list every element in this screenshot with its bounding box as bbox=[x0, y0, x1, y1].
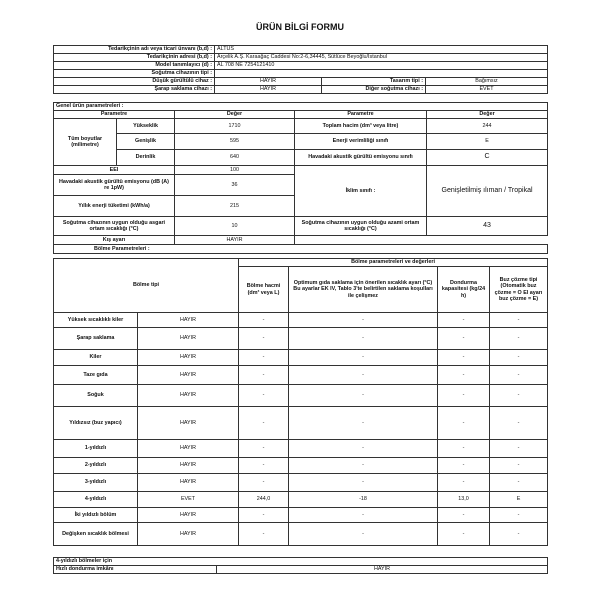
compartment-present: HAYIR bbox=[138, 458, 239, 474]
compartment-name: 1-yıldızlı bbox=[54, 440, 138, 458]
general-params-table bbox=[53, 102, 548, 254]
max-temp-value: 43 bbox=[427, 217, 548, 236]
compartment-present: HAYIR bbox=[138, 385, 239, 407]
compartment-row bbox=[54, 366, 548, 385]
compartment-freeze: - bbox=[438, 328, 490, 350]
compartment-volume: - bbox=[239, 350, 289, 366]
value-header-left: Değer bbox=[175, 111, 295, 119]
depth-label: Derinlik bbox=[117, 150, 175, 166]
compartment-volume: - bbox=[239, 407, 289, 440]
width-value: 595 bbox=[175, 134, 295, 150]
compartment-temp: - bbox=[289, 440, 438, 458]
address-label: Tedarikçinin adresi (b,d) : bbox=[54, 54, 215, 62]
design-type-label: Tasarım tipi : bbox=[322, 78, 426, 86]
compartment-freeze: - bbox=[438, 313, 490, 328]
compartment-defrost: - bbox=[490, 474, 548, 492]
dimensions-label: Tüm boyutlar (milimetre) bbox=[54, 119, 117, 166]
compartment-volume: - bbox=[239, 313, 289, 328]
compartment-defrost: - bbox=[490, 508, 548, 523]
low-noise-value: HAYIR bbox=[215, 78, 322, 86]
compartment-volume: - bbox=[239, 523, 289, 546]
compartment-defrost: - bbox=[490, 366, 548, 385]
general-params-heading: Genel ürün parametreleri : bbox=[54, 103, 548, 111]
wine-value: HAYIR bbox=[215, 86, 322, 94]
compartment-row bbox=[54, 407, 548, 440]
compartment-temp: - bbox=[289, 407, 438, 440]
compartment-temp: - bbox=[289, 313, 438, 328]
compartment-volume: 244,0 bbox=[239, 492, 289, 508]
noise-class-label: Havadaki akustik gürültü emisyonu sınıfı bbox=[295, 150, 427, 166]
compartment-freeze: - bbox=[438, 440, 490, 458]
compartment-freeze: - bbox=[438, 350, 490, 366]
compartment-name: İki yıldızlı bölüm bbox=[54, 508, 138, 523]
compartment-defrost: - bbox=[490, 313, 548, 328]
compartment-present: HAYIR bbox=[138, 474, 239, 492]
compartment-defrost: E bbox=[490, 492, 548, 508]
compartment-present: HAYIR bbox=[138, 313, 239, 328]
wine-label: Şarap saklama cihazı : bbox=[54, 86, 215, 94]
param-header-left: Parametre bbox=[54, 111, 175, 119]
compartment-rows bbox=[54, 313, 548, 546]
compartment-freeze: - bbox=[438, 508, 490, 523]
compartment-temp: - bbox=[289, 385, 438, 407]
fast-freeze-label: Hızlı dondurma imkânı bbox=[54, 566, 217, 574]
compartment-defrost: - bbox=[490, 385, 548, 407]
depth-value: 640 bbox=[175, 150, 295, 166]
compartment-freeze: - bbox=[438, 523, 490, 546]
winter-label: Kış ayarı bbox=[54, 236, 175, 245]
supplier-label: Tedarikçinin adı veya ticari ünvanı (b,d) : bbox=[54, 46, 215, 54]
compartment-name: Yüksek sıcaklıklı kiler bbox=[54, 313, 138, 328]
compartment-name: 4-yıldızlı bbox=[54, 492, 138, 508]
compartment-temp: - bbox=[289, 458, 438, 474]
compartment-row bbox=[54, 350, 548, 366]
compartment-type-header: Bölme tipi bbox=[54, 259, 239, 313]
compartment-present: EVET bbox=[138, 492, 239, 508]
compartment-present: HAYIR bbox=[138, 440, 239, 458]
model-value: AL 708 NE 7254121410 bbox=[215, 62, 548, 70]
compartment-volume: - bbox=[239, 366, 289, 385]
compartment-present: HAYIR bbox=[138, 407, 239, 440]
address-value: Arçelik A.Ş. Karaağaç Caddesi No:2-6,34445, Sütlüce Beyoğlu/İstanbul bbox=[215, 54, 548, 62]
compartment-volume: - bbox=[239, 474, 289, 492]
compartment-temp: -18 bbox=[289, 492, 438, 508]
max-temp-label: Soğutma cihazının uygun olduğu azami ortam sıcaklığı (°C) bbox=[295, 217, 427, 236]
compartment-row bbox=[54, 385, 548, 407]
compartment-temp: - bbox=[289, 523, 438, 546]
compartment-volume: - bbox=[239, 440, 289, 458]
compartment-freeze: - bbox=[438, 385, 490, 407]
compartment-defrost: - bbox=[490, 328, 548, 350]
value-header-right: Değer bbox=[427, 111, 548, 119]
compartment-defrost: - bbox=[490, 440, 548, 458]
compartment-temp: - bbox=[289, 474, 438, 492]
noise-db-label: Havadaki akustik gürültü emisyonu (dB (A) re 1pW) bbox=[54, 175, 175, 196]
compartment-defrost: - bbox=[490, 458, 548, 474]
compartment-freeze: - bbox=[438, 366, 490, 385]
compartment-defrost: - bbox=[490, 350, 548, 366]
compartment-present: HAYIR bbox=[138, 328, 239, 350]
min-temp-label: Soğutma cihazının uygun olduğu asgari ortam sıcaklığı (°C) bbox=[54, 217, 175, 236]
eei-label: EEI bbox=[54, 166, 175, 175]
other-cooling-value: EVET bbox=[426, 86, 548, 94]
model-label: Model tanımlayıcı (d) : bbox=[54, 62, 215, 70]
compartment-name: Şarap saklama bbox=[54, 328, 138, 350]
energy-class-label: Enerji verimliliği sınıfı bbox=[295, 134, 427, 150]
design-type-value: Bağımsız bbox=[426, 78, 548, 86]
compartment-present: HAYIR bbox=[138, 508, 239, 523]
height-label: Yükseklik bbox=[117, 119, 175, 134]
compartment-temp: - bbox=[289, 366, 438, 385]
compartment-volume: - bbox=[239, 508, 289, 523]
compartment-name: Kiler bbox=[54, 350, 138, 366]
compartments-table bbox=[53, 258, 548, 546]
temp-setting-header: Optimum gıda saklama için önerilen sıcaklık ayarı (°C) Bu ayarlar EK IV, Tablo 3'te belirtilen saklama koşulları ile çelişmez bbox=[289, 267, 438, 313]
compartment-defrost: - bbox=[490, 523, 548, 546]
height-value: 1710 bbox=[175, 119, 295, 134]
supplier-value: ALTUS bbox=[215, 46, 548, 54]
four-star-label: 4-yıldızlı bölmeler için bbox=[54, 558, 548, 566]
freeze-capacity-header: Dondurma kapasitesi (kg/24 h) bbox=[438, 267, 490, 313]
annual-energy-value: 215 bbox=[175, 196, 295, 217]
climate-label: İklim sınıfı : bbox=[295, 166, 427, 217]
min-temp-value: 10 bbox=[175, 217, 295, 236]
climate-value: Genişletilmiş ılıman / Tropikal bbox=[427, 166, 548, 217]
compartment-row bbox=[54, 458, 548, 474]
form-title: ÜRÜN BİLGİ FORMU bbox=[256, 22, 344, 32]
total-volume-label: Toplam hacim (dm³ veya litre) bbox=[295, 119, 427, 134]
cooling-type-value bbox=[215, 70, 548, 78]
compartment-volume: - bbox=[239, 385, 289, 407]
volume-header: Bölme hacmi (dm³ veya L) bbox=[239, 267, 289, 313]
compartment-defrost: - bbox=[490, 407, 548, 440]
compartment-group-header: Bölme parametreleri ve değerleri bbox=[239, 259, 548, 267]
compartment-row bbox=[54, 492, 548, 508]
compartment-row bbox=[54, 474, 548, 492]
param-header-right: Parametre bbox=[295, 111, 427, 119]
compartment-name: Yıldızsız (buz yapıcı) bbox=[54, 407, 138, 440]
compartment-name: 3-yıldızlı bbox=[54, 474, 138, 492]
compartment-volume: - bbox=[239, 328, 289, 350]
annual-energy-label: Yıllık enerji tüketimi (kWh/a) bbox=[54, 196, 175, 217]
noise-class-value: C bbox=[427, 150, 548, 166]
footer-table bbox=[53, 557, 548, 574]
compartment-params-heading: Bölme Parametreleri : bbox=[54, 245, 548, 254]
supplier-info-table bbox=[53, 45, 548, 94]
compartment-freeze: 13,0 bbox=[438, 492, 490, 508]
fast-freeze-value: HAYIR bbox=[217, 566, 548, 574]
compartment-freeze: - bbox=[438, 407, 490, 440]
compartment-present: HAYIR bbox=[138, 523, 239, 546]
compartment-row bbox=[54, 523, 548, 546]
compartment-freeze: - bbox=[438, 474, 490, 492]
compartment-row bbox=[54, 440, 548, 458]
compartment-temp: - bbox=[289, 328, 438, 350]
compartment-name: 2-yıldızlı bbox=[54, 458, 138, 474]
winter-value: HAYIR bbox=[175, 236, 295, 245]
compartment-temp: - bbox=[289, 350, 438, 366]
energy-class-value: E bbox=[427, 134, 548, 150]
eei-value: 100 bbox=[175, 166, 295, 175]
total-volume-value: 244 bbox=[427, 119, 548, 134]
compartment-name: Soğuk bbox=[54, 385, 138, 407]
compartment-name: Değişken sıcaklık bölmesi bbox=[54, 523, 138, 546]
compartment-row bbox=[54, 508, 548, 523]
compartment-volume: - bbox=[239, 458, 289, 474]
width-label: Genişlik bbox=[117, 134, 175, 150]
compartment-present: HAYIR bbox=[138, 366, 239, 385]
cooling-type-label: Soğutma cihazının tipi : bbox=[54, 70, 215, 78]
defrost-type-header: Buz çözme tipi (Otomatik buz çözme = O El ayarı buz çözme = E) bbox=[490, 267, 548, 313]
noise-db-value: 36 bbox=[175, 175, 295, 196]
compartment-row bbox=[54, 313, 548, 328]
compartment-freeze: - bbox=[438, 458, 490, 474]
other-cooling-label: Diğer soğutma cihazı : bbox=[322, 86, 426, 94]
compartment-row bbox=[54, 328, 548, 350]
low-noise-label: Düşük gürültülü cihaz : bbox=[54, 78, 215, 86]
compartment-temp: - bbox=[289, 508, 438, 523]
compartment-name: Taze gıda bbox=[54, 366, 138, 385]
compartment-present: HAYIR bbox=[138, 350, 239, 366]
